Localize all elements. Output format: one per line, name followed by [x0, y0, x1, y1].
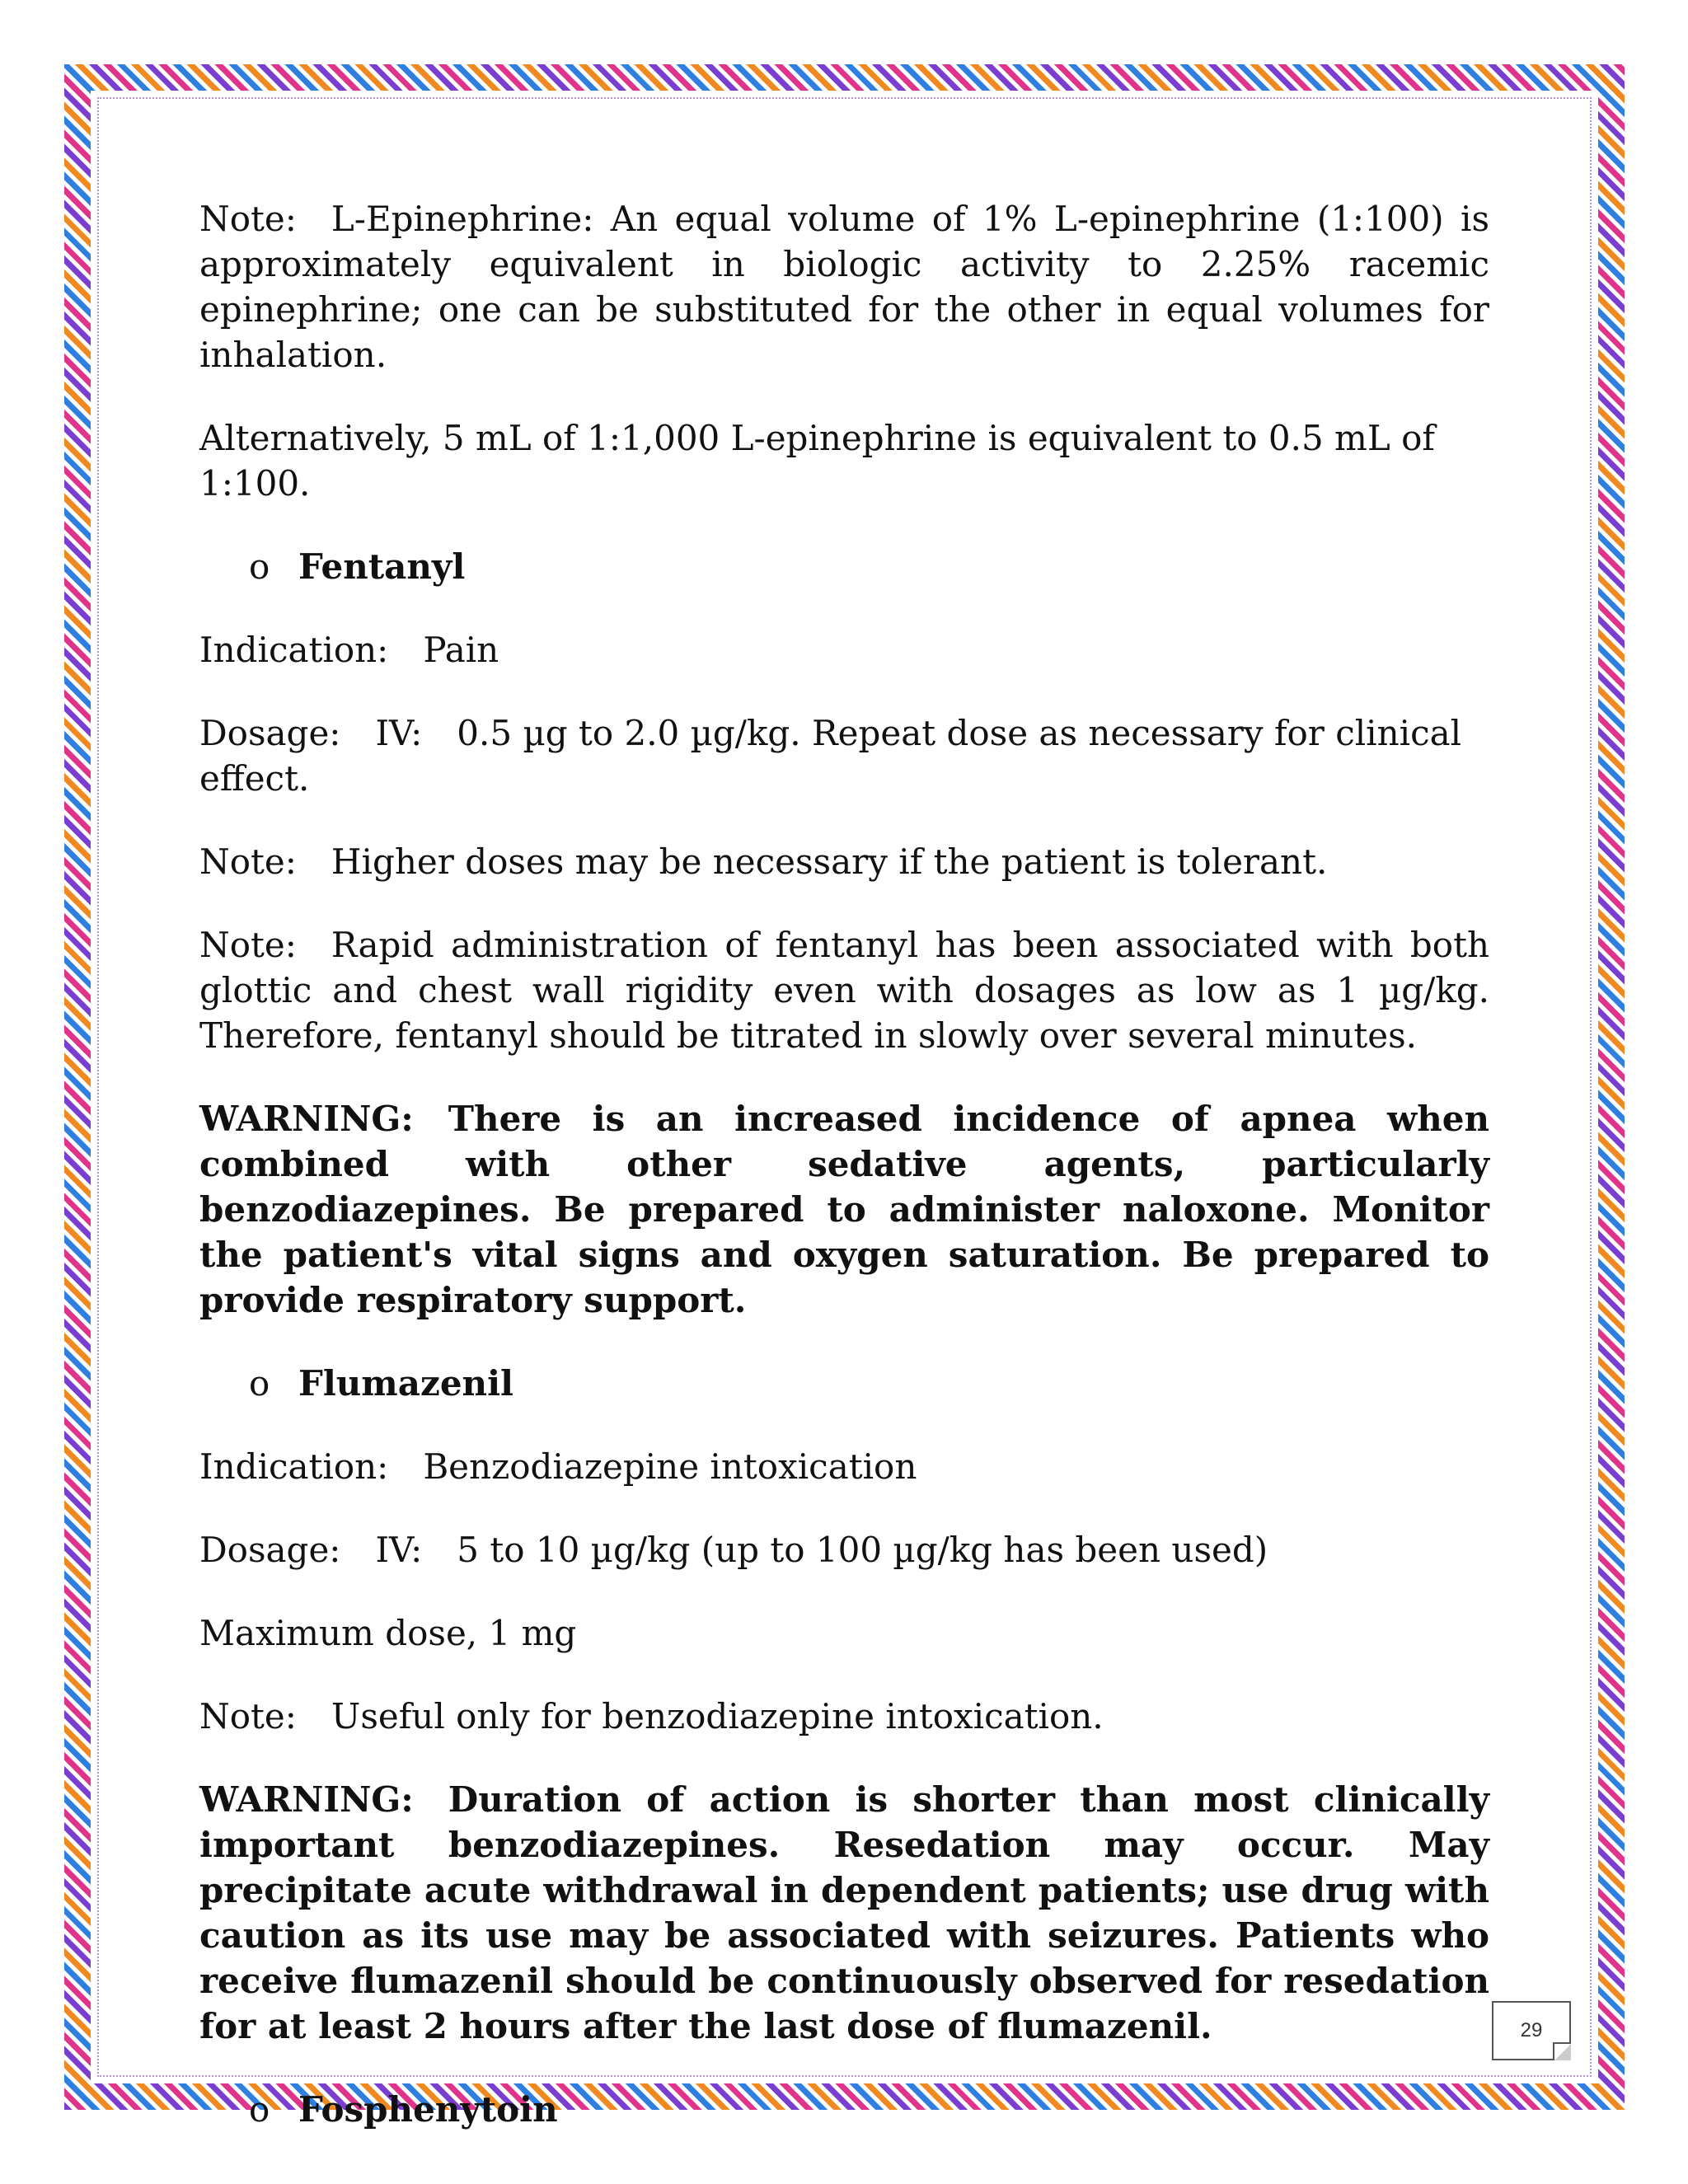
- page-content: [199, 196, 1489, 2170]
- flumazenil-warning: WARNING: Duration of action is shorter than most clinically important benzodiazepines. Resedation may occur. May precipitate acute withdrawal in dependent patients; use drug with caution as its use may be associated with seizures. Patients who receive flumazenil should be continuously observed for resedation for at least 2 hours after the last dose of flumazenil.: [199, 1779, 1489, 2046]
- fentanyl-note-tolerance: Note: Higher doses may be necessary if the patient is tolerant.: [199, 841, 1328, 882]
- fentanyl-warning: WARNING: There is an increased incidence of apnea when combined with other sedative agents, particularly benzodiazepines. Be prepared to administer naloxone. Monitor the patient's vital signs and oxygen saturation. Be prepared to provide respiratory support.: [199, 1099, 1489, 1320]
- epinephrine-alternative: Alternatively, 5 mL of 1:1,000 L-epinephrine is equivalent to 0.5 mL of 1:100.: [199, 418, 1435, 504]
- bullet-icon: o: [249, 2089, 270, 2130]
- bullet-icon: o: [249, 1363, 270, 1404]
- fentanyl-dosage: Dosage: IV: 0.5 µg to 2.0 µg/kg. Repeat dose as necessary for clinical effect.: [199, 713, 1462, 799]
- drug-heading-label: Fentanyl: [298, 546, 466, 587]
- flumazenil-indication: Indication: Benzodiazepine intoxication: [199, 1446, 917, 1487]
- drug-heading-label: Flumazenil: [298, 1363, 513, 1404]
- drug-heading-fosphenytoin: [249, 2087, 1489, 2132]
- fentanyl-indication: Indication: Pain: [199, 630, 499, 670]
- drug-heading-flumazenil: [249, 1361, 1489, 1406]
- bullet-icon: o: [249, 546, 270, 587]
- drug-heading-label: Fosphenytoin: [298, 2089, 558, 2130]
- epinephrine-note: Note: L-Epinephrine: An equal volume of 1% L-epinephrine (1:100) is approximately equivalent in biologic activity to 2.25% racemic epinephrine; one can be substituted for the other in equal volumes for inhalation.: [199, 199, 1489, 375]
- flumazenil-dosage: Dosage: IV: 5 to 10 µg/kg (up to 100 µg/kg has been used): [199, 1530, 1268, 1570]
- flumazenil-note: Note: Useful only for benzodiazepine intoxication.: [199, 1696, 1104, 1736]
- fentanyl-note-rigidity: Note: Rapid administration of fentanyl has been associated with both glottic and chest wall rigidity even with dosages as low as 1 µg/kg. Therefore, fentanyl should be titrated in slowly over several minutes.: [199, 925, 1489, 1056]
- drug-heading-fentanyl: [249, 544, 1489, 589]
- page-number: 29: [1492, 2001, 1571, 2060]
- flumazenil-max-dose: Maximum dose, 1 mg: [199, 1613, 577, 1653]
